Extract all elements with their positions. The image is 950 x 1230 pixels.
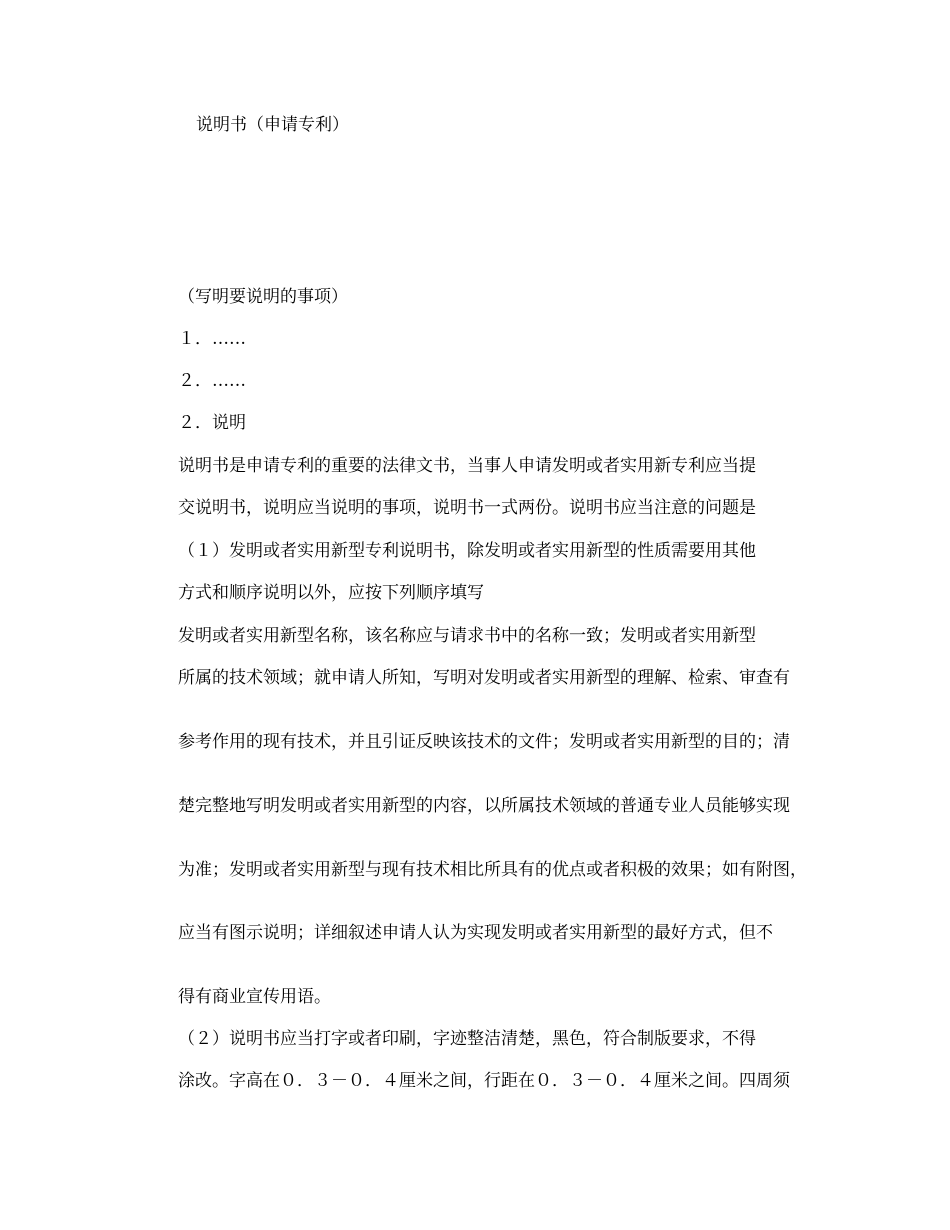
- paragraph-line-wrapped: 楚完整地写明发明或者实用新型的内容，以所属技术领域的普通专业人员能够实现: [178, 796, 790, 816]
- paragraph-line: （２）说明书应当打字或者印刷，字迹整洁清楚，黑色，符合制版要求，不得: [178, 1029, 756, 1049]
- document-title: 说明书（申请专利）: [196, 115, 349, 135]
- paragraph-line: 发明或者实用新型名称，该名称应与请求书中的名称一致；发明或者实用新型: [178, 626, 756, 646]
- paragraph-line: 说明书是申请专利的重要的法律文书，当事人申请发明或者实用新专利应当提: [178, 456, 756, 476]
- paragraph-line-wrapped: 所属的技术领域；就申请人所知，写明对发明或者实用新型的理解、检索、审查有: [178, 668, 790, 688]
- list-item-2: ２．……: [178, 371, 246, 391]
- list-item-1: １．……: [178, 329, 246, 349]
- section-heading-explanation: ２．说明: [178, 413, 246, 433]
- paragraph-line: 得有商业宣传用语。: [178, 987, 331, 1007]
- paragraph-line: （１）发明或者实用新型专利说明书，除发明或者实用新型的性质需要用其他: [178, 541, 756, 561]
- paragraph-line-wrapped: 为准；发明或者实用新型与现有技术相比所具有的优点或者积极的效果；如有附图，: [178, 860, 807, 880]
- paragraph-line-wrapped: 应当有图示说明；详细叙述申请人认为实现发明或者实用新型的最好方式，但不: [178, 923, 773, 943]
- instruction-line: （写明要说明的事项）: [178, 287, 348, 307]
- paragraph-line-wrapped: 涂改。字高在０．３－０．４厘米之间，行距在０．３－０．４厘米之间。四周须: [178, 1071, 790, 1091]
- paragraph-line: 交说明书，说明应当说明的事项，说明书一式两份。说明书应当注意的问题是: [178, 498, 756, 518]
- paragraph-line: 方式和顺序说明以外，应按下列顺序填写: [178, 583, 484, 603]
- paragraph-line-wrapped: 参考作用的现有技术，并且引证反映该技术的文件；发明或者实用新型的目的；清: [178, 732, 790, 752]
